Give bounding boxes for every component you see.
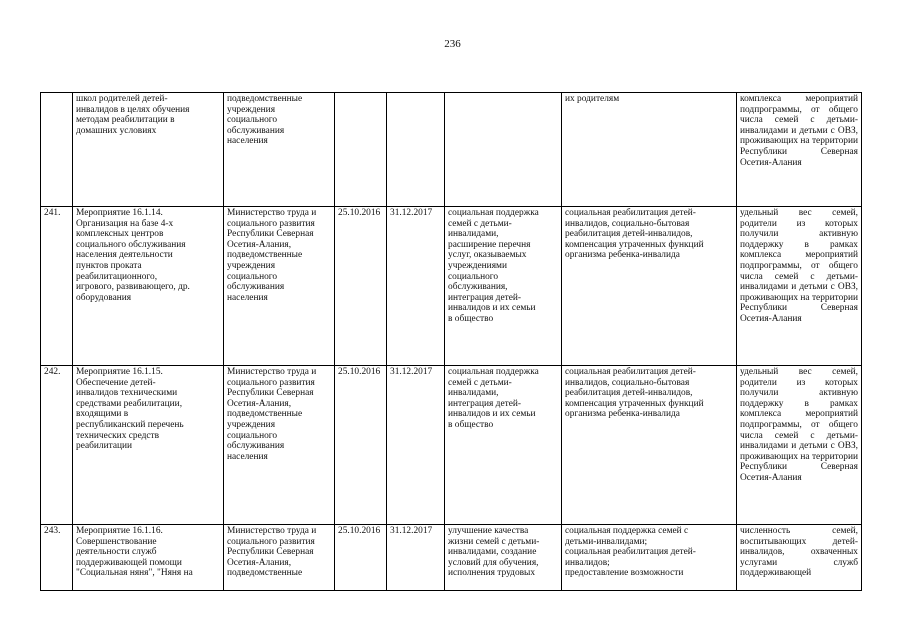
event-cell: Мероприятие 16.1.16. Совершенствование деятельности служб поддерживающей помощи "Социальная няня", "Няня на [73,525,224,591]
indicator-cell: удельный вес семей, родители из которых получили активную поддержку в рамках комплекса мероприятий подпрограммы, от общего числа семей с детьми-инвалидами и детьми с ОВЗ, проживающих на территории Республики Северная Осетия-Алания [737,366,862,525]
table-row [41,366,862,525]
event-cell: Мероприятие 16.1.14. Организация на базе 4-х комплексных центров социального обслуживания населения деятельности пунктов проката реабилитационного, игрового, развивающего, др. оборудования [73,207,224,366]
start-date-cell: 25.10.2016 [335,525,387,591]
event-cell: школ родителей детей- инвалидов в целях обучения методам реабилитации в домашних условиях [73,93,224,207]
program-events-table [40,92,862,591]
start-date-cell: 25.10.2016 [335,366,387,525]
page-number: 236 [444,38,461,50]
expected-result-cell: социальная поддержка семей с детьми- инвалидами, интеграция детей- инвалидов и их семьи в общество [445,366,562,525]
indicator-cell: комплекса мероприятий подпрограммы, от общего числа семей с детьми-инвалидами и детьми с ОВЗ, проживающих на территории Республики Северная Осетия-Алания [737,93,862,207]
end-date-cell: 31.12.2017 [387,525,445,591]
consequence-cell: социальная реабилитация детей- инвалидов, социально-бытовая реабилитация детей-инвалидов, компенсация утраченных функций организма ребенка-инвалида [562,207,737,366]
executor-cell: Министерство труда и социального развития Республики Северная Осетия-Алания, подведомственные учреждения социального обслуживания населения [224,366,335,525]
consequence-cell: их родителям [562,93,737,207]
executor-cell: подведомственные учреждения социального обслуживания населения [224,93,335,207]
executor-cell: Министерство труда и социального развития Республики Северная Осетия-Алания, подведомственные [224,525,335,591]
expected-result-cell: улучшение качества жизни семей с детьми- инвалидами, создание условий для обучения, исполнения трудовых [445,525,562,591]
start-date-cell [335,93,387,207]
expected-result-cell: социальная поддержка семей с детьми- инвалидами, расширение перечня услуг, оказываемых учреждениями социального обслуживания, интеграция детей- инвалидов и их семьи в общество [445,207,562,366]
table-row [41,93,862,207]
indicator-cell: удельный вес семей, родители из которых получили активную поддержку в рамках комплекса мероприятий подпрограммы, от общего числа семей с детьми-инвалидами и детьми с ОВЗ, проживающих на территории Республики Северная Осетия-Алания [737,207,862,366]
event-cell: Мероприятие 16.1.15. Обеспечение детей- инвалидов техническими средствами реабилитации, входящими в республиканский перечень технических средств реабилитации [73,366,224,525]
table-row [41,207,862,366]
row-number: 243. [41,525,73,591]
expected-result-cell [445,93,562,207]
start-date-cell: 25.10.2016 [335,207,387,366]
table-row [41,525,862,591]
consequence-cell: социальная поддержка семей с детьми-инвалидами; социальная реабилитация детей- инвалидов; предоставление возможности [562,525,737,591]
end-date-cell: 31.12.2017 [387,207,445,366]
row-number: 241. [41,207,73,366]
consequence-cell: социальная реабилитация детей- инвалидов, социально-бытовая реабилитация детей-инвалидов, компенсация утраченных функций организма ребенка-инвалида [562,366,737,525]
end-date-cell [387,93,445,207]
row-number: 242. [41,366,73,525]
executor-cell: Министерство труда и социального развития Республики Северная Осетия-Алания, подведомственные учреждения социального обслуживания населения [224,207,335,366]
row-number [41,93,73,207]
end-date-cell: 31.12.2017 [387,366,445,525]
indicator-cell: численность семей, воспитывающих детей-инвалидов, охваченных услугами служб поддерживающей [737,525,862,591]
